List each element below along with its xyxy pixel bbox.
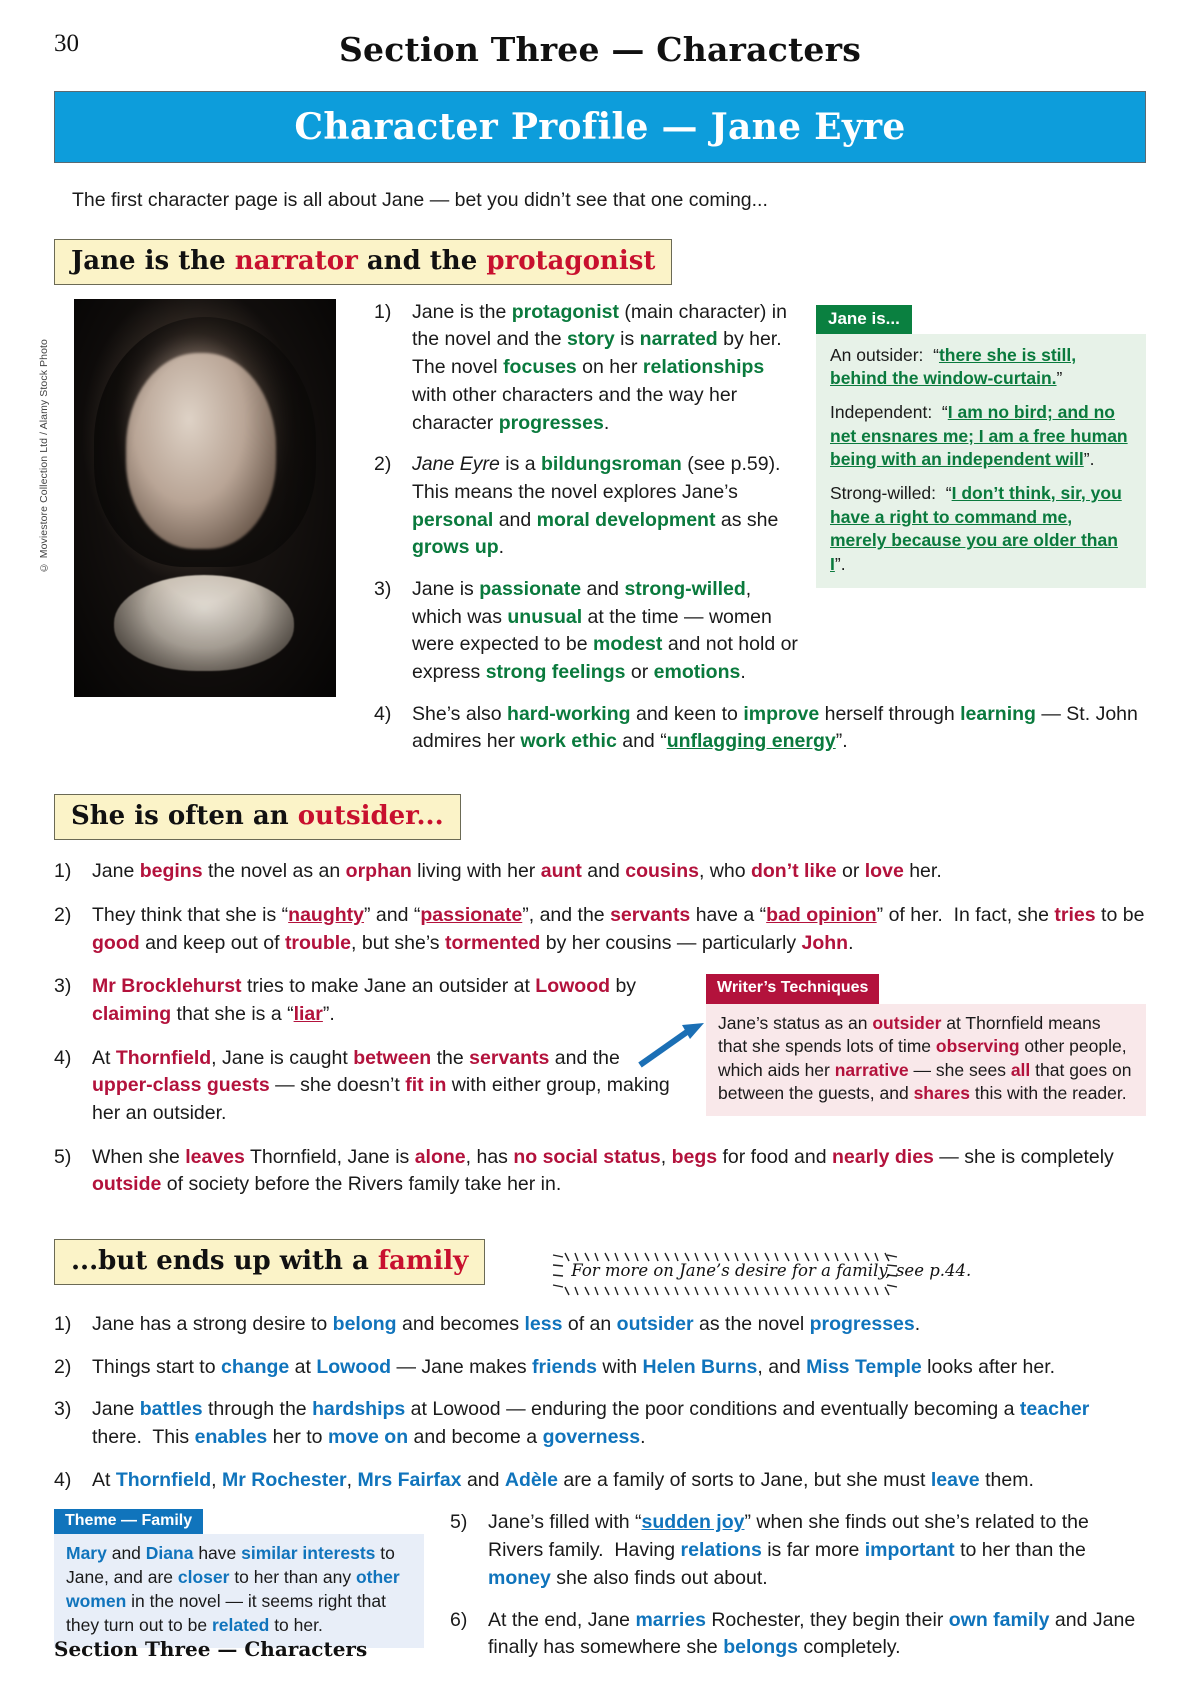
- heading-part-accent-1: outsider...: [297, 801, 444, 832]
- list-item-number: 1): [54, 860, 72, 883]
- page-title: Section Three — Characters: [338, 30, 861, 69]
- page-number: 30: [54, 30, 79, 57]
- list-item: [54, 1311, 1146, 1339]
- section-three-list-continued-wrap: [450, 1509, 1146, 1675]
- heading-part-plain-1: Jane is the: [71, 245, 235, 276]
- writers-techniques-box: [706, 973, 1146, 1115]
- list-item-number: 1): [374, 300, 392, 323]
- jane-is-entry-quote: there she is still, behind the window-curtain.: [830, 344, 1077, 389]
- list-item-number: 4): [54, 1468, 72, 1491]
- list-item-text: When she leaves Thornfield, Jane is alone, has no social status, begs for food and nearly dies — she is completely outside of society before the Rivers family take her in.: [92, 1145, 1114, 1196]
- theme-family-text: Mary and Diana have similar interests to Jane, and are closer to her than any other women in the novel — it seems right that they turn out to be related to her.: [54, 1534, 424, 1647]
- list-item-text: Jane battles through the hardships at Lowood — enduring the poor conditions and eventually becoming a teacher there. This enables her to move on and become a governess.: [92, 1398, 1090, 1449]
- intro-text: The first character page is all about Jane — bet you didn’t see that one coming...: [72, 189, 768, 211]
- list-item-number: 6): [450, 1608, 468, 1631]
- list-item-text: Things start to change at Lowood — Jane makes friends with Helen Burns, and Miss Temple looks after her.: [92, 1355, 1056, 1378]
- heading-part-plain-2: and the: [357, 245, 487, 276]
- list-item: [374, 701, 1146, 756]
- heading-part-plain-1: She is often an: [71, 801, 298, 832]
- banner: [54, 91, 1146, 163]
- list-item-text: Jane is passionate and strong-willed, which was unusual at the time — women were expected to be modest and not hold or express strong feelings or emotions.: [412, 577, 798, 684]
- list-item-number: 4): [374, 702, 392, 725]
- list-item: [54, 1354, 1146, 1382]
- page-footer: Section Three — Characters: [54, 1637, 368, 1661]
- list-item: [450, 1509, 1146, 1592]
- photo-block: [38, 299, 354, 770]
- cross-reference-note: [547, 1249, 972, 1299]
- list-item-text: Jane Eyre is a bildungsroman (see p.59). This means the novel explores Jane’s personal and moral development as she grows up.: [412, 453, 786, 559]
- list-item-text: They think that she is “naughty” and “passionate”, and the servants have a “bad opinion” of her. In fact, she tries to be good and keep out of trouble, but she’s tormented by her cousins — particularly John.: [92, 903, 1145, 954]
- portrait-vignette: [74, 299, 336, 697]
- list-item-text: At Thornfield, Mr Rochester, Mrs Fairfax and Adèle are a family of sorts to Jane, but she must leave them.: [92, 1468, 1034, 1491]
- list-item-text: Jane is the protagonist (main character) in the novel and the story is narrated by her. The novel focuses on her relationships with other characters and the way her character progresses.: [412, 300, 788, 434]
- list-item-number: 2): [374, 453, 392, 476]
- section-three-list-continued: [450, 1509, 1146, 1661]
- list-item: [450, 1607, 1146, 1662]
- jane-is-entry: Independent: “I am no bird; and no net ensnares me; I am a free human being with an independent will”.: [830, 402, 1128, 470]
- jane-is-entry-quote: I am no bird; and no net ensnares me; I am a free human being with an independent will: [830, 402, 1128, 470]
- section-one-list-wrap: [374, 299, 1146, 770]
- list-item: [54, 1045, 684, 1128]
- jane-is-entry-label: An outsider:: [830, 344, 924, 365]
- list-item-text: Jane has a strong desire to belong and becomes less of an outsider as the novel progresses.: [92, 1313, 921, 1336]
- list-item: [374, 451, 798, 562]
- list-item-number: 2): [54, 1355, 72, 1378]
- section-three-list: [54, 1311, 1146, 1494]
- section-heading-outsider: [54, 794, 461, 840]
- section-heading-family: [54, 1239, 485, 1285]
- section-two-list: [54, 858, 1146, 957]
- section-one-body: [38, 299, 1146, 770]
- jane-is-entry: Strong-willed: “I don’t think, sir, you have a right to command me, merely because you are older than I”.: [830, 482, 1122, 574]
- writers-techniques-tab: Writer’s Techniques: [706, 974, 879, 1004]
- list-item: [54, 1467, 1146, 1495]
- jane-is-box-tab: Jane is...: [816, 305, 912, 334]
- cross-reference-note-text: For more on Jane’s desire for a family, see p.44.: [571, 1261, 972, 1281]
- list-item: [54, 902, 1146, 957]
- pointer-arrow-icon: [638, 1015, 708, 1069]
- list-item: [54, 973, 684, 1028]
- jane-is-entry: An outsider: “there she is still, behind the window-curtain.”: [830, 344, 1077, 389]
- jane-portrait-image: [74, 299, 336, 697]
- section-three-body: [54, 1311, 1146, 1494]
- list-item-number: 2): [54, 903, 72, 926]
- list-item-text: At the end, Jane marries Rochester, they begin their own family and Jane finally has somewhere she belongs completely.: [488, 1608, 1136, 1659]
- list-item-number: 3): [54, 975, 72, 998]
- section-two-body: [54, 858, 1146, 1199]
- section-heading-narrator: [54, 239, 672, 285]
- heading-part-accent-2: protagonist: [486, 245, 656, 276]
- list-item: [54, 1396, 1146, 1451]
- list-item: [54, 858, 1146, 886]
- jane-is-box-body: [816, 334, 1146, 589]
- writers-techniques-text: Jane’s status as an outsider at Thornfield means that she spends lots of time observing other people, which aids her narrative — she sees all that goes on between the guests, and shares this with the reader.: [706, 1004, 1146, 1116]
- heading-part-accent-1: narrator: [234, 245, 358, 276]
- heading-part-plain-1: ...but ends up with a: [71, 1246, 378, 1277]
- heading-part-accent-1: family: [377, 1246, 469, 1277]
- list-item-number: 3): [54, 1398, 72, 1421]
- list-item-number: 1): [54, 1313, 72, 1336]
- list-item-text: Jane begins the novel as an orphan living with her aunt and cousins, who don’t like or love her.: [92, 860, 942, 883]
- jane-is-entry-label: Independent:: [830, 402, 933, 423]
- list-item-number: 4): [54, 1046, 72, 1069]
- list-item-number: 3): [374, 577, 392, 600]
- banner-title: Character Profile — Jane Eyre: [294, 106, 906, 148]
- list-item: [54, 1144, 1146, 1199]
- theme-family-tab: Theme — Family: [54, 1509, 203, 1534]
- list-item-number: 5): [54, 1145, 72, 1168]
- list-item: [374, 576, 798, 687]
- jane-is-entry-label: Strong-willed:: [830, 482, 937, 503]
- list-item-text: Mr Brocklehurst tries to make Jane an outsider at Lowood by claiming that she is a “liar”.: [92, 975, 637, 1025]
- list-item-text: At Thornfield, Jane is caught between the servants and the upper-class guests — she doesn’t fit in with either group, making her an outsider.: [92, 1046, 670, 1124]
- list-item-number: 5): [450, 1511, 468, 1534]
- list-item: [374, 299, 798, 437]
- jane-is-entry-quote: I don’t think, sir, you have a right to command me, merely because you are older than I: [830, 482, 1122, 574]
- section-three-heading-row: [0, 1215, 1200, 1299]
- list-item-text: She’s also hard-working and keen to improve herself through learning — St. John admires her work ethic and “unflagging energy”.: [412, 702, 1138, 753]
- jane-is-box: [816, 305, 1146, 589]
- photo-credit: © Moviestore Collection Ltd / Alamy Stock Photo: [38, 338, 50, 574]
- list-item-text: Jane’s filled with “sudden joy” when she finds out she’s related to the Rivers family. Having relations is far more important to her than the money she also finds out about.: [488, 1511, 1089, 1589]
